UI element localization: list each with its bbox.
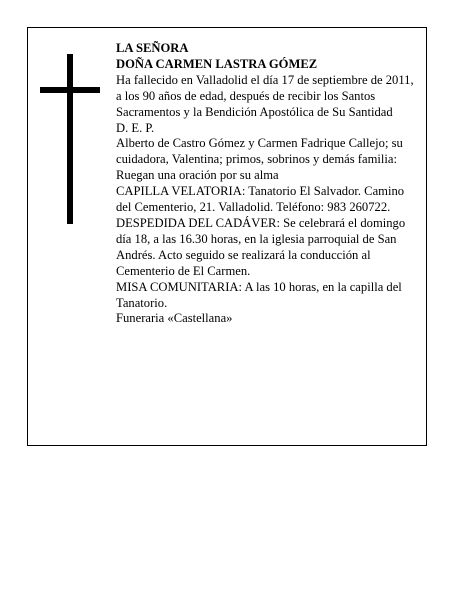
prayer-request: Ruegan una oración por su alma [116,168,279,183]
rip-line: D. E. P. [116,120,155,135]
cross-horizontal-bar [40,87,100,93]
deceased-name: DOÑA CARMEN LASTRA GÓMEZ [116,56,318,71]
community-mass-info: MISA COMUNITARIA: A las 10 horas, en la capilla del Tanatorio. [116,279,402,310]
notice-body [116,41,414,327]
cross-vertical-bar [67,54,73,224]
obituary-notice [27,27,427,446]
farewell-info: DESPEDIDA DEL CADÁVER: Se celebrará el domingo día 18, a las 16.30 horas, en la iglesia parroquial de San Andrés. Acto seguido se realizará la conducción al Cementerio de El Carmen. [116,215,406,278]
cross-icon [40,54,100,224]
funeral-home: Funeraria «Castellana» [116,311,233,326]
wake-chapel-info: CAPILLA VELATORIA: Tanatorio El Salvador. Camino del Cementerio, 21. Valladolid. Teléfono: 983 260722. [116,184,405,215]
death-announcement: Ha fallecido en Valladolid el día 17 de septiembre de 2011, a los 90 años de edad, después de recibir los Santos Sacramentos y la Bendición Apostólica de Su Santidad [116,72,414,119]
family-list: Alberto de Castro Gómez y Carmen Fadrique Callejo; su cuidadora, Valentina; primos, sobrinos y demás familia: [116,136,403,167]
notice-heading: LA SEÑORA [116,41,189,55]
